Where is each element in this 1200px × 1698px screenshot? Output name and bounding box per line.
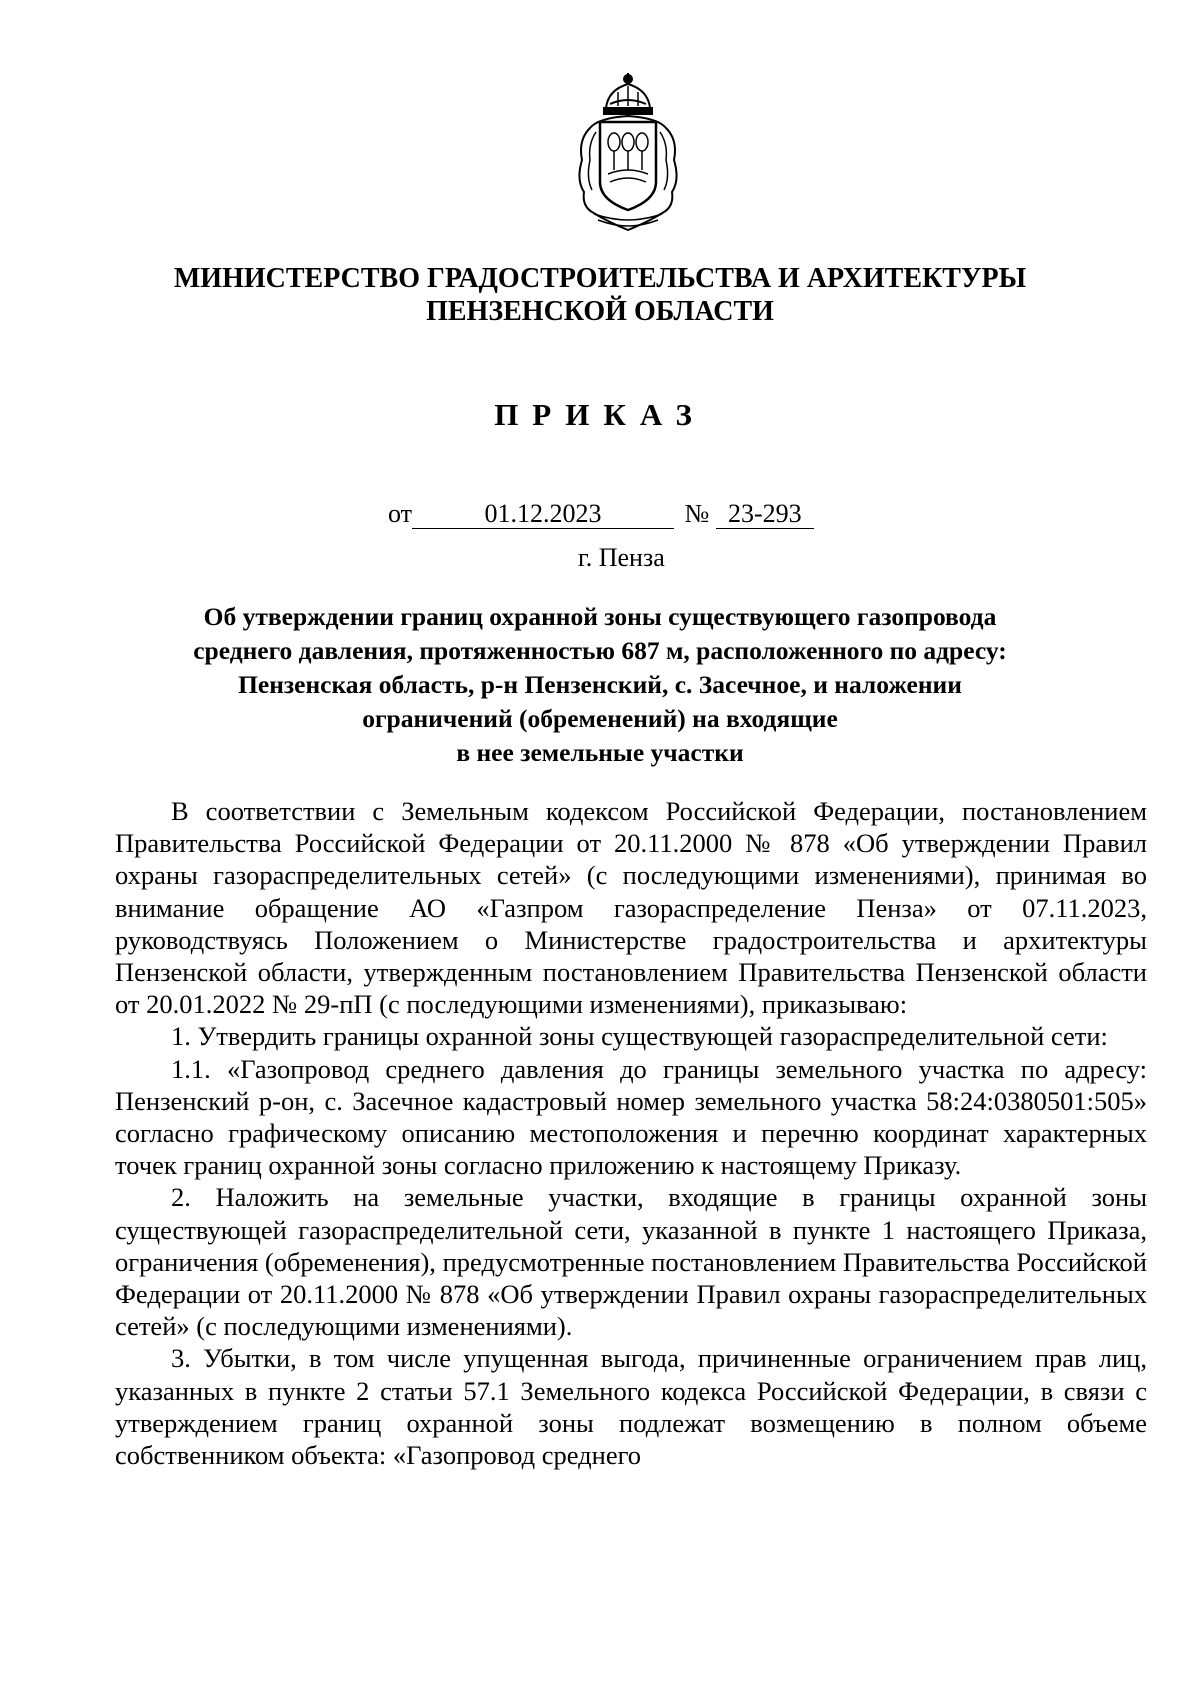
ministry-line-2: ПЕНЗЕНСКОЙ ОБЛАСТИ [426,296,774,327]
number-label: № [684,499,710,528]
subject-line: Об утверждении границ охранной зоны существующего газопровода [203,602,997,631]
order-title: ПРИКАЗ [494,397,706,432]
order-subject [110,600,1090,770]
order-body [115,795,1147,1471]
preamble-paragraph: В соответствии с Земельным кодексом Российской Федерации, постановлением Правительства Российской Федерации от 20.11.2000 № 878 «Об утверждении Правил охраны газораспределительных сетей» (с последующими изменениями), принимая во внимание обращение АО «Газпром газораспределение Пенза» от 07.11.2023, руководствуясь Положением о Министерстве градостроительства и архитектуры Пензенской области, утвержденным постановлением Правительства Пензенской области от 20.01.2022 № 29-пП (с последующими изменениями), приказываю: [115,796,1147,1020]
order-date: 01.12.2023 [412,500,674,529]
order-city: г. Пенза [578,543,665,572]
ministry-line-1: МИНИСТЕРСТВО ГРАДОСТРОИТЕЛЬСТВА И АРХИТЕКТУРЫ [173,263,1027,294]
item-1-paragraph: 1. Утвердить границы охранной зоны существующей газораспределительной сети: [171,1021,1108,1052]
ministry-name [0,262,1200,328]
item-3-paragraph: 3. Убытки, в том числе упущенная выгода, причиненные ограничением прав лиц, указанных в пункте 2 статьи 57.1 Земельного кодекса Российской Федерации, в связи с утверждением границ охранной зоны подлежат возмещению в полном объеме собственником объекта: «Газопровод среднего [115,1343,1147,1471]
subject-line: ограничений (обременений) на входящие [362,704,838,733]
order-number: 23-293 [716,500,814,529]
item-1-1-paragraph: 1.1. «Газопровод среднего давления до границы земельного участка по адресу: Пензенский р-он, с. Засечное кадастровый номер земельного участка 58:24:0380501:505» согласно графическому описанию местоположения и перечню координат характерных точек границ охранной зоны согласно приложению к настоящему Приказу. [115,1053,1147,1181]
order-date-number-line [388,497,814,531]
subject-line: в нее земельные участки [456,738,744,767]
from-label: от [388,499,413,528]
item-2-paragraph: 2. Наложить на земельные участки, входящие в границы охранной зоны существующей газораспределительной сети, указанной в пункте 1 настоящего Приказа, ограничения (обременения), предусмотренные постановлением Правительства Российской Федерации от 20.11.2000 № 878 «Об утверждении Правил охраны газораспределительных сетей» (с последующими изменениями). [115,1182,1147,1342]
coat-of-arms-icon [568,70,688,233]
subject-line: среднего давления, протяженностью 687 м, расположенного по адресу: [193,636,1007,665]
subject-line: Пензенская область, р-н Пензенский, с. Засечное, и наложении [238,670,962,699]
